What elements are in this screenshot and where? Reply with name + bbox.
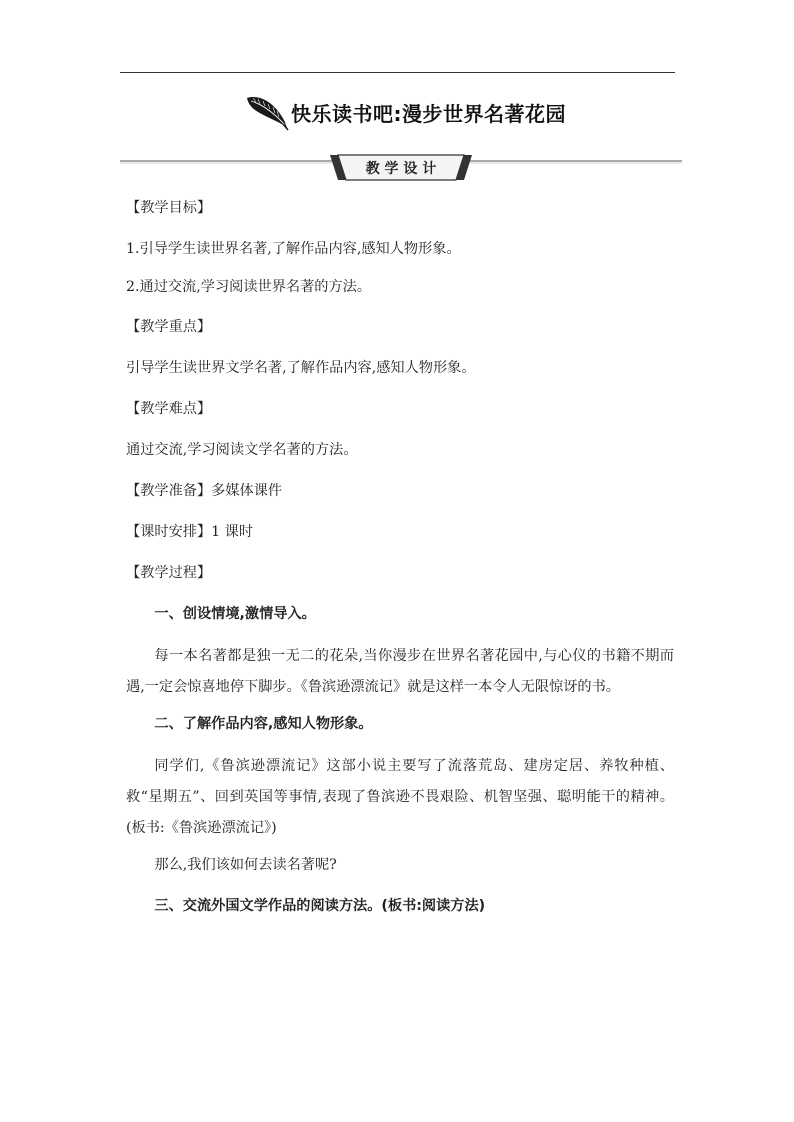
- lesson-body: [126, 198, 674, 917]
- step-2-heading: 二、了解作品内容,感知人物形象。: [154, 716, 373, 732]
- section-label: 教 学 设 计: [365, 161, 437, 177]
- prep-line: 【教学准备】多媒体课件: [126, 483, 283, 499]
- page-title: 快乐读书吧:漫步世界名著花园: [291, 101, 566, 126]
- step-1-text: 每一本名著都是独一无二的花朵,当你漫步在世界名著花园中,与心仪的书籍不期而遇,一定会惊喜地停下脚步。《鲁滨逊漂流记》就是这样一本令人无限惊讶的书。: [126, 648, 674, 695]
- focus-text: 引导学生读世界文学名著,了解作品内容,感知人物形象。: [126, 360, 476, 376]
- process-heading: 【教学过程】: [126, 565, 212, 581]
- page-header: [245, 92, 566, 132]
- schedule-line: 【课时安排】1 课时: [126, 524, 254, 540]
- difficulty-text: 通过交流,学习阅读文学名著的方法。: [126, 442, 358, 458]
- step-1-heading: 一、创设情境,激情导入。: [154, 606, 316, 622]
- goal-item-1: 1.引导学生读世界名著,了解作品内容,感知人物形象。: [126, 241, 461, 257]
- section-banner: [120, 153, 682, 183]
- header-rule: [120, 72, 675, 73]
- step-3-heading: 三、交流外国文学作品的阅读方法。(板书:阅读方法): [154, 898, 486, 914]
- feather-pen-icon: [245, 92, 289, 132]
- goal-heading: 【教学目标】: [126, 200, 212, 216]
- difficulty-heading: 【教学难点】: [126, 401, 212, 417]
- focus-heading: 【教学重点】: [126, 319, 212, 335]
- step-2-question: 那么,我们该如何去读名著呢?: [154, 857, 337, 873]
- goal-item-2: 2.通过交流,学习阅读世界名著的方法。: [126, 279, 372, 295]
- step-2-text: 同学们,《鲁滨逊漂流记》这部小说主要写了流落荒岛、建房定居、养牧种植、救“星期五”、回到英国等事情,表现了鲁滨逊不畏艰险、机智坚强、聪明能干的精神。(板书:《鲁滨逊漂流记》): [126, 758, 674, 836]
